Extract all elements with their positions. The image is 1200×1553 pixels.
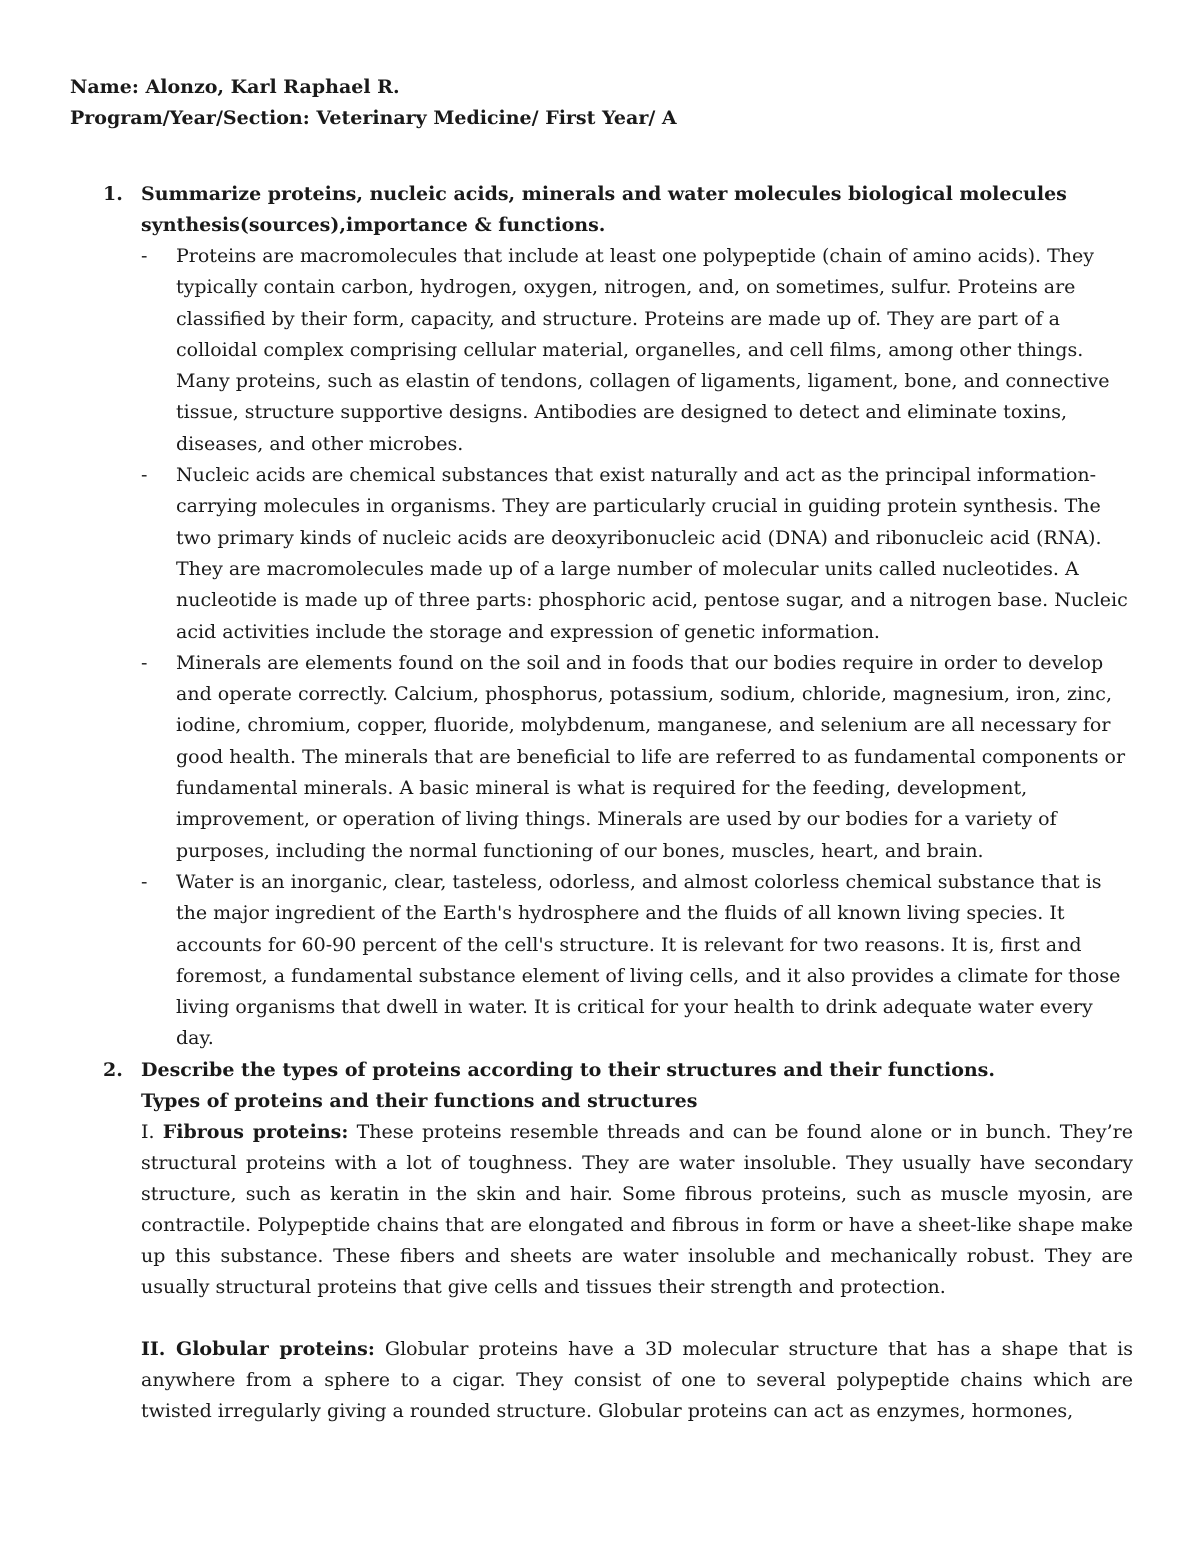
question-title: Summarize proteins, nucleic acids, minerals and water molecules biological molecules synthesis(sources),importance & functions. — [141, 183, 1067, 236]
question-title: Describe the types of proteins according to their structures and their functions. — [141, 1059, 995, 1081]
globular-proteins-text: Globular proteins have a 3D molecular structure that has a shape that is anywhere from a sphere to a cigar. They consist of one to several polypeptide chains which are twisted irregularly giving a rounded structure. Globular proteins can act as enzymes, hormones, — [141, 1338, 1134, 1422]
student-name: Name: Alonzo, Karl Raphael R. — [70, 76, 400, 98]
answer-nucleic-acids — [141, 460, 1133, 648]
answer-text: Minerals are elements found on the soil and in foods that our bodies require in order to develop and operate correctly. Calcium, phosphorus, potassium, sodium, chloride, magnesium, iron, zinc, iodine, chromium, copper, fluoride, molybdenum, manganese, and selenium are all necessary for good health. The minerals that are beneficial to life are referred to as fundamental components or fundamental minerals. A basic mineral is what is required for the feeding, development, improvement, or operation of living things. Minerals are used by our bodies for a variety of purposes, including the normal functioning of our bones, muscles, heart, and brain. — [176, 651, 1126, 862]
bullet-dash: - — [141, 245, 148, 267]
answer-text: Water is an inorganic, clear, tasteless, odorless, and almost colorless chemical substance that is the major ingredient of the Earth's hydrosphere and the fluids of all known living species. It accounts for 60-90 percent of the cell's structure. It is relevant for two reasons. It is, first and foremost, a fundamental substance element of living cells, and it also provides a climate for those living organisms that dwell in water. It is critical for your health to drink adequate water every day. — [176, 870, 1121, 1050]
program-year-section: Program/Year/Section: Veterinary Medicine/ First Year/ A — [70, 107, 677, 129]
answer-text: Proteins are macromolecules that include at least one polypeptide (chain of amino acids). They typically contain carbon, hydrogen, oxygen, nitrogen, and, on sometimes, sulfur. Proteins are classified by their form, capacity, and structure. Proteins are made up of. They are part of a colloidal complex comprising cellular material, organelles, and cell films, among other things. Many proteins, such as elastin of tendons, collagen of ligaments, ligament, bone, and connective tissue, structure supportive designs. Antibodies are designed to detect and eliminate toxins, diseases, and other microbes. — [176, 245, 1110, 455]
bullet-dash: - — [141, 870, 148, 893]
answer-proteins — [141, 241, 1133, 460]
answer-list — [141, 241, 1133, 1055]
question-1 — [103, 179, 1133, 1055]
answer-minerals — [141, 648, 1133, 867]
question-number: 2. — [103, 1059, 123, 1081]
question-number: 1. — [103, 183, 123, 205]
answer-text: Nucleic acids are chemical substances that exist naturally and act as the principal information-carrying molecules in organisms. They are particularly crucial in guiding protein synthesis. The two primary kinds of nucleic acids are deoxyribonucleic acid (DNA) and ribonucleic acid (RNA). They are macromolecules made up of a large number of molecular units called nucleotides. A nucleotide is made up of three parts: phosphoric acid, pentose sugar, and a nitrogen base. Nucleic acid activities include the storage and expression of genetic information. — [176, 464, 1128, 643]
section-subheading: Types of proteins and their functions and structures — [141, 1090, 698, 1112]
bullet-dash: - — [141, 651, 148, 674]
fibrous-proteins-paragraph — [141, 1117, 1133, 1303]
fibrous-proteins-text: These proteins resemble threads and can be found alone or in bunch. They’re structural proteins with a lot of toughness. They are water insoluble. They usually have secondary structure, such as keratin in the skin and hair. Some fibrous proteins, such as muscle myosin, are contractile. Polypeptide chains that are elongated and fibrous in form or have a sheet-like shape make up this substance. These fibers and sheets are water insoluble and mechanically robust. They are usually structural proteins that give cells and tissues their strength and protection. — [141, 1121, 1133, 1298]
globular-proteins-paragraph — [141, 1334, 1133, 1427]
roman-numeral: I. — [141, 1121, 155, 1143]
fibrous-proteins-label: Fibrous proteins: — [162, 1121, 349, 1143]
question-2 — [103, 1055, 1133, 1427]
answer-water — [141, 867, 1133, 1055]
bullet-dash: - — [141, 464, 148, 487]
globular-proteins-label: II. Globular proteins: — [141, 1338, 375, 1360]
document-header — [70, 72, 677, 134]
